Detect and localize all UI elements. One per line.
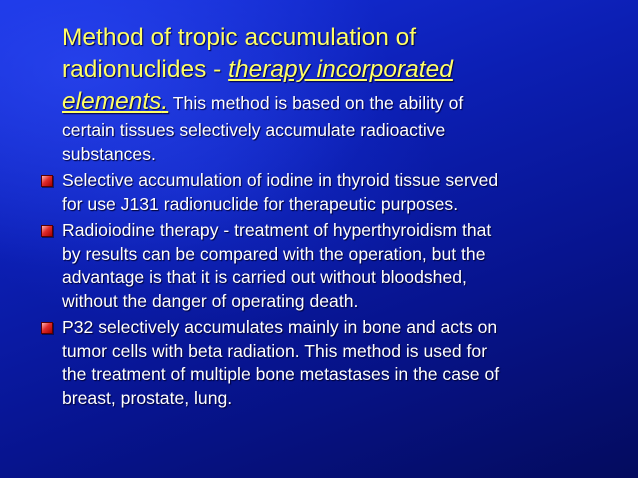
bullet-line: the treatment of multiple bone metastases in the case of	[62, 364, 500, 384]
title-emphasis-2: elements	[62, 88, 162, 115]
bullet-line: Radioiodine therapy - treatment of hyperthyroidism that	[62, 220, 492, 240]
bullet-line: tumor cells with beta radiation. This method is used for	[62, 340, 488, 361]
red-square-bullet-icon	[41, 322, 53, 334]
bullet-line: without the danger of operating death.	[62, 290, 359, 311]
slide-content	[62, 22, 622, 410]
title-continuation: This method is based on the ability of	[168, 93, 464, 113]
intro-line: substances.	[62, 143, 156, 164]
red-square-bullet-icon	[41, 225, 53, 237]
title-line-3	[62, 86, 622, 119]
title-prefix: radionuclides -	[62, 56, 229, 83]
title-emphasis-1: therapy incorporated	[228, 56, 453, 83]
bullet-line: Selective accumulation of iodine in thyroid tissue served	[62, 170, 499, 190]
intro-line: certain tissues selectively accumulate radioactive	[62, 120, 446, 140]
bullet-line: breast, prostate, lung.	[62, 387, 233, 408]
title-line-1: Method of tropic accumulation of	[62, 24, 417, 51]
red-square-bullet-icon	[41, 175, 53, 187]
title-line-2	[62, 54, 622, 86]
bullet-line: by results can be compared with the operation, but the	[62, 243, 486, 264]
bullet-item-2	[62, 219, 622, 313]
bullet-line: for use J131 radionuclide for therapeutic purposes.	[62, 193, 459, 214]
bullet-item-3	[62, 316, 622, 410]
title-period: .	[161, 88, 169, 115]
bullet-line: P32 selectively accumulates mainly in bone and acts on	[62, 317, 498, 337]
intro-paragraph	[62, 119, 622, 166]
slide-title	[62, 22, 622, 119]
bullet-line: advantage is that it is carried out without bloodshed,	[62, 267, 467, 287]
bullet-item-1	[62, 169, 622, 216]
